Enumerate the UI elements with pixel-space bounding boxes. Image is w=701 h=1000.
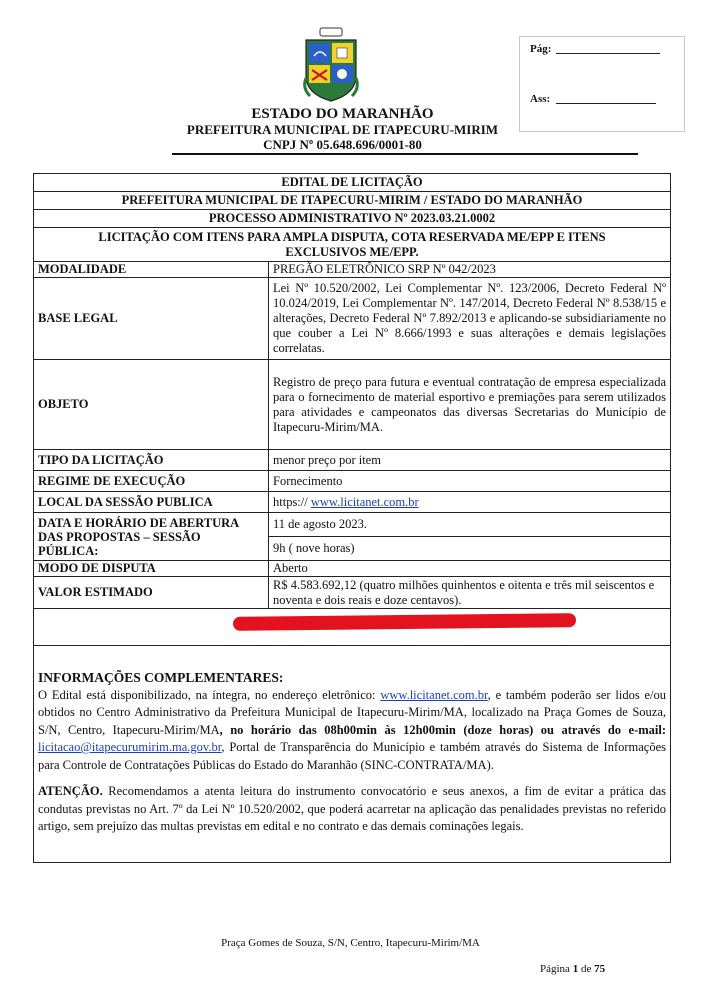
processo-number: PROCESSO ADMINISTRATIVO Nº 2023.03.21.0002	[34, 210, 671, 228]
header-rule	[172, 153, 638, 155]
row-label: OBJETO	[34, 360, 269, 450]
info-link-licitanet[interactable]: www.licitanet.com.br	[380, 687, 488, 702]
page-label: Pág:	[530, 43, 552, 55]
licitacao-line-2: EXCLUSIVOS ME/EPP.	[285, 244, 419, 259]
page-field-line	[556, 53, 660, 54]
table-row	[34, 450, 671, 471]
prefeitura-name: PREFEITURA MUNICIPAL DE ITAPECURU-MIRIM	[186, 122, 499, 137]
cnpj: CNPJ Nº 05.648.696/0001-80	[263, 137, 422, 152]
attention-text: Recomendamos a atenta leitura do instrumento convocatório e seus anexos, a fim de evitar a prática das condutas previstas no Art. 7º da Lei Nº 10.520/2002, que poderá acarretar na aplicação das penalidades previstas no referido artigo, sem prejuízo das multas previstas em edital e no contrato e das demais cominações legais.	[38, 784, 666, 833]
ass-label: Ass:	[530, 93, 551, 105]
row-label: VALOR ESTIMADO	[34, 577, 269, 609]
email-link[interactable]: licitacao@itapecurumirim.ma.gov.br	[38, 740, 222, 754]
info-text-b: , e também poderão ser lidos e/ou obtidos no Centro Administrativo da Prefeitura Municipal de Itapecuru-Mirim/MA, localizado na Praça Gomes de Souza, S/N, Centro, Itapecuru-Mirim/MA	[38, 687, 666, 737]
info-text-c: , no horário das 08h00min às 12h00min (doze horas) ou através do e-mail:	[219, 722, 666, 737]
info-text-d: , Portal de Transparência do Município e também através do Sistema de Informações para Controle de Contratações Públicas do Estado do Maranhão (SINC-CONTRATA/MA).	[38, 740, 666, 772]
row-label: MODALIDADE	[34, 262, 269, 278]
row-label: BASE LEGAL	[34, 278, 269, 360]
page-number	[540, 963, 605, 975]
table-row	[34, 513, 671, 537]
row-label: DATA E HORÁRIO DE ABERTURA DAS PROPOSTAS – SESSÃO PÚBLICA:	[34, 513, 269, 561]
row-value: menor preço por item	[269, 450, 671, 471]
info-text-a: O Edital está disponibilizado, na íntegra, no endereço eletrônico:	[38, 687, 381, 702]
signature-field-line	[556, 103, 656, 104]
table-row	[34, 471, 671, 492]
row-value: Registro de preço para futura e eventual contratação de empresa especializada para o fornecimento de material esportivo e premiações para serem utilizados para atividades e campeonatos das diversas Secretarias do Município de Itapecuru-Mirim/MA.	[269, 360, 671, 450]
page-prefix: Página	[540, 963, 573, 975]
page-signature-box	[519, 36, 685, 132]
row-label: LOCAL DA SESSÃO PUBLICA	[34, 492, 269, 513]
row-value-date: 11 de agosto 2023.	[269, 513, 671, 537]
info-paragraph-1	[38, 687, 666, 775]
row-value: PREGÃO ELETRÔNICO SRP Nº 042/2023	[269, 262, 671, 278]
row-value	[269, 492, 671, 513]
municipal-coat-of-arms	[300, 26, 362, 104]
attention-label: ATENÇÃO.	[38, 784, 103, 798]
row-value: Aberto	[269, 561, 671, 577]
row-label: MODO DE DISPUTA	[34, 561, 269, 577]
licitacao-description	[34, 228, 671, 262]
row-value: Fornecimento	[269, 471, 671, 492]
edital-table	[33, 173, 671, 646]
table-row	[34, 262, 671, 278]
info-paragraph-2	[38, 783, 666, 836]
table-row	[34, 278, 671, 360]
footer-address: Praça Gomes de Souza, S/N, Centro, Itapecuru-Mirim/MA	[221, 937, 480, 949]
url-prefix: https://	[273, 494, 311, 509]
info-heading: INFORMAÇÕES COMPLEMENTARES:	[38, 670, 284, 685]
table-row	[34, 360, 671, 450]
row-value-time: 9h ( nove horas)	[269, 537, 671, 561]
row-label: REGIME DE EXECUÇÃO	[34, 471, 269, 492]
edital-subtitle: PREFEITURA MUNICIPAL DE ITAPECURU-MIRIM / ESTADO DO MARANHÃO	[34, 192, 671, 210]
row-label: TIPO DA LICITAÇÃO	[34, 450, 269, 471]
info-section	[38, 669, 666, 836]
row-value: Lei Nº 10.520/2002, Lei Complementar Nº. 123/2006, Decreto Federal Nº 10.024/2019, Lei Complementar Nº. 147/2014, Decreto Federal Nº 8.538/15 e alterações, Decreto Federal Nº 7.892/2013 e aplicando-se subsidiariamente no que couber a Lei Nº 8.666/1993 e suas alterações e demais legislações correlatas.	[269, 278, 671, 360]
table-row	[34, 577, 671, 609]
table-row	[34, 561, 671, 577]
table-row	[34, 492, 671, 513]
page-total: 75	[594, 963, 606, 975]
page-current: 1	[572, 963, 579, 975]
row-value: R$ 4.583.692,12 (quatro milhões quinhentos e oitenta e três mil seiscentos e noventa e dois reais e doze centavos).	[269, 577, 671, 609]
licitanet-link[interactable]: www.licitanet.com.br	[310, 494, 419, 509]
licitacao-line-1: LICITAÇÃO COM ITENS PARA AMPLA DISPUTA, COTA RESERVADA ME/EPP E ITENS	[98, 229, 606, 244]
state-name: ESTADO DO MARANHÃO	[251, 106, 434, 122]
edital-title: EDITAL DE LICITAÇÃO	[34, 174, 671, 192]
page-of: de	[578, 963, 595, 975]
